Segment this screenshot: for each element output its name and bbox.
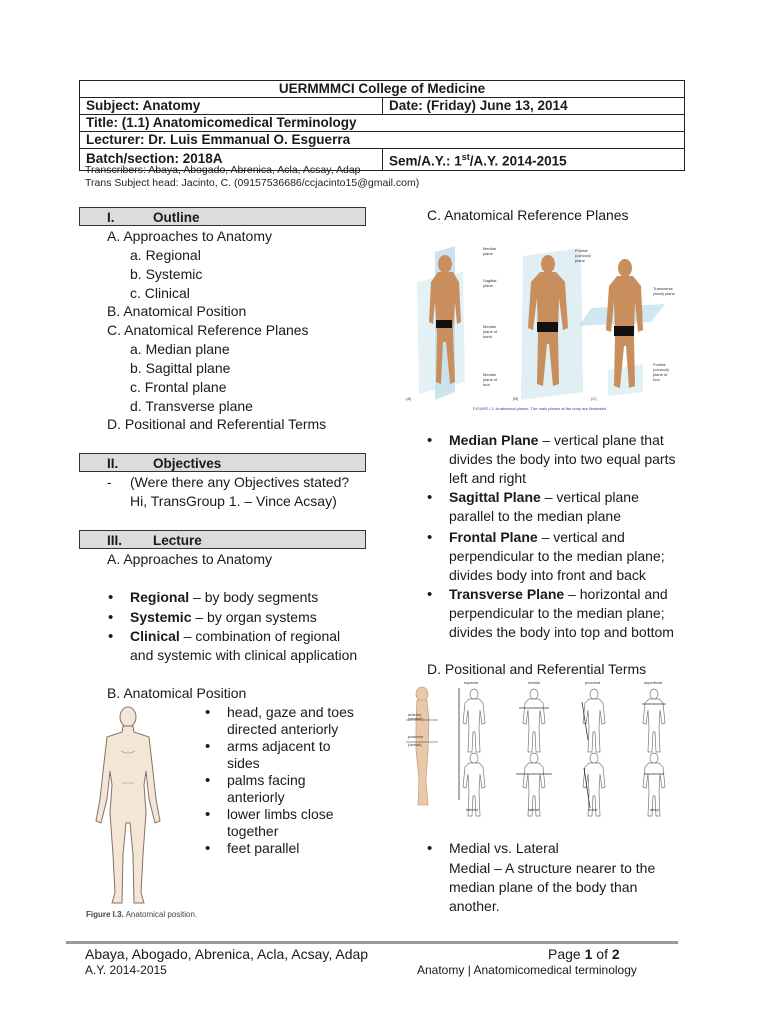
outline-item: c. Clinical [130,285,190,301]
medial-definition-line: median plane of the body than [449,879,638,895]
approach-bullet: • Regional – by body segments [130,588,318,607]
sem-cell: Sem/A.Y.: 1st/A.Y. 2014-2015 [383,149,685,171]
svg-text:Frontal: Frontal [653,362,666,367]
footer-ay: A.Y. 2014-2015 [85,963,167,977]
objectives-dash: - [107,474,112,490]
svg-text:plane: plane [483,251,493,256]
svg-text:FIGURE I.2. Anatomical planes.: FIGURE I.2. Anatomical planes. The main planes of the body are illustrated. [473,406,608,411]
outline-item: A. Approaches to Anatomy [107,228,272,244]
college-name: UERMMMCI College of Medicine [80,81,685,98]
medial-lateral-bullet: • Medial vs. Lateral [449,839,559,858]
svg-text:medial: medial [528,680,540,685]
objectives-line: (Were there any Objectives stated? [130,474,350,490]
svg-text:(dorsal): (dorsal) [408,742,422,747]
footer-course: Anatomy | Anatomicomedical terminology [417,963,637,977]
footer-authors: Abaya, Abogado, Abrenica, Acla, Acsay, Adap [85,946,369,962]
position-bullet: • lower limbs close together [227,806,334,840]
position-bullet: • feet parallel [227,840,299,857]
plane-bullet: • Frontal Plane – vertical and perpendicular to the median plane; divides body into front and back [449,528,665,585]
positional-terms-figure [404,680,666,813]
date-cell: Date: (Friday) June 13, 2014 [383,98,685,115]
planes-heading: C. Anatomical Reference Planes [427,207,629,223]
svg-text:foot: foot [483,382,490,387]
plane-bullet: • Median Plane – vertical plane that divides the body into two equal parts left and right [449,431,675,488]
plane-bullet: • Sagittal Plane – vertical plane parallel to the median plane [449,488,639,526]
outline-item: a. Median plane [130,341,230,357]
svg-text:(ventral): (ventral) [408,716,423,721]
svg-text:posterior: posterior [408,734,424,739]
svg-text:distal: distal [588,807,598,812]
transcribers: Transcribers: Abaya, Abogado, Abrenica, Acla, Acsay, Adap [85,164,361,176]
svg-text:Median: Median [483,324,497,329]
footer-rule [66,941,678,944]
outline-item: b. Systemic [130,266,203,282]
batch-cell: Batch/section: 2018A [80,149,383,171]
outline-item: d. Transverse plane [130,398,253,414]
outline-item: a. Regional [130,247,201,263]
svg-text:(coronal): (coronal) [653,367,669,372]
medial-definition-line: another. [449,898,500,914]
title-cell: Title: (1.1) Anatomicomedical Terminology [80,115,685,132]
outline-item: b. Sagittal plane [130,360,231,376]
approach-bullet-cont: and systemic with clinical application [130,647,358,663]
outline-item: C. Anatomical Reference Planes [107,322,309,338]
svg-text:deep: deep [650,807,659,812]
positional-heading: D. Positional and Referential Terms [427,661,647,677]
outline-item: c. Frontal plane [130,379,227,395]
position-bullet: • palms facing anteriorly [227,772,306,806]
approach-bullet: • Clinical – combination of regional [130,627,340,646]
svg-text:(B): (B) [513,396,519,401]
anatomical-planes-figure [403,242,675,414]
svg-text:Median: Median [483,246,497,251]
lecture-heading: III. Lecture [79,530,366,549]
svg-text:lateral: lateral [528,807,539,812]
medial-definition-line: Medial – A structure nearer to the [449,860,656,876]
subject-cell: Subject: Anatomy [80,98,383,115]
svg-text:(coronal): (coronal) [575,253,591,258]
approach-bullet: • Systemic – by organ systems [130,608,317,627]
svg-text:plane: plane [575,258,585,263]
trans-head: Trans Subject head: Jacinto, C. (09157536686/ccjacinto15@gmail.com) [85,177,420,189]
svg-text:plane of: plane of [653,372,668,377]
anatomical-position-figure [86,703,181,915]
svg-text:anterior: anterior [408,712,422,717]
svg-text:plane of: plane of [483,377,498,382]
outline-item: B. Anatomical Position [107,303,247,319]
approaches-heading: A. Approaches to Anatomy [107,551,272,567]
position-bullet: • arms adjacent to sides [227,738,331,772]
outline-item: D. Positional and Referential Terms [107,416,327,432]
svg-text:Median: Median [483,372,497,377]
objectives-heading: II. Objectives [79,453,366,472]
svg-text:plane: plane [483,283,493,288]
svg-text:(C): (C) [591,396,597,401]
svg-text:proximal: proximal [585,680,601,685]
svg-text:foot: foot [653,377,660,382]
svg-text:(axial) plane: (axial) plane [653,291,675,296]
plane-bullet: • Transverse Plane – horizontal and perpendicular to the median plane; divides the body into top and bottom [449,585,674,642]
svg-text:Sagittal: Sagittal [483,278,497,283]
objectives-line: Hi, TransGroup 1. – Vince Acsay) [130,493,337,509]
svg-text:superficial: superficial [644,680,663,685]
svg-text:inferior: inferior [466,807,479,812]
svg-text:(A): (A) [406,396,412,401]
footer-page-number: Page 1 of 2 [548,946,620,962]
lecturer-cell: Lecturer: Dr. Luis Emmanual O. Esguerra [80,132,685,149]
svg-text:plane of: plane of [483,329,498,334]
svg-text:hand: hand [483,334,492,339]
anatomical-position-caption: Figure I.3. Anatomical position. [86,910,198,919]
position-bullet: • head, gaze and toes directed anteriorly [227,704,354,738]
outline-heading: I. Outline [79,207,366,226]
svg-text:Frontal: Frontal [575,248,588,253]
position-heading: B. Anatomical Position [107,685,247,701]
svg-text:superior: superior [464,680,479,685]
svg-text:Transverse: Transverse [653,286,673,291]
header-table [79,80,685,171]
